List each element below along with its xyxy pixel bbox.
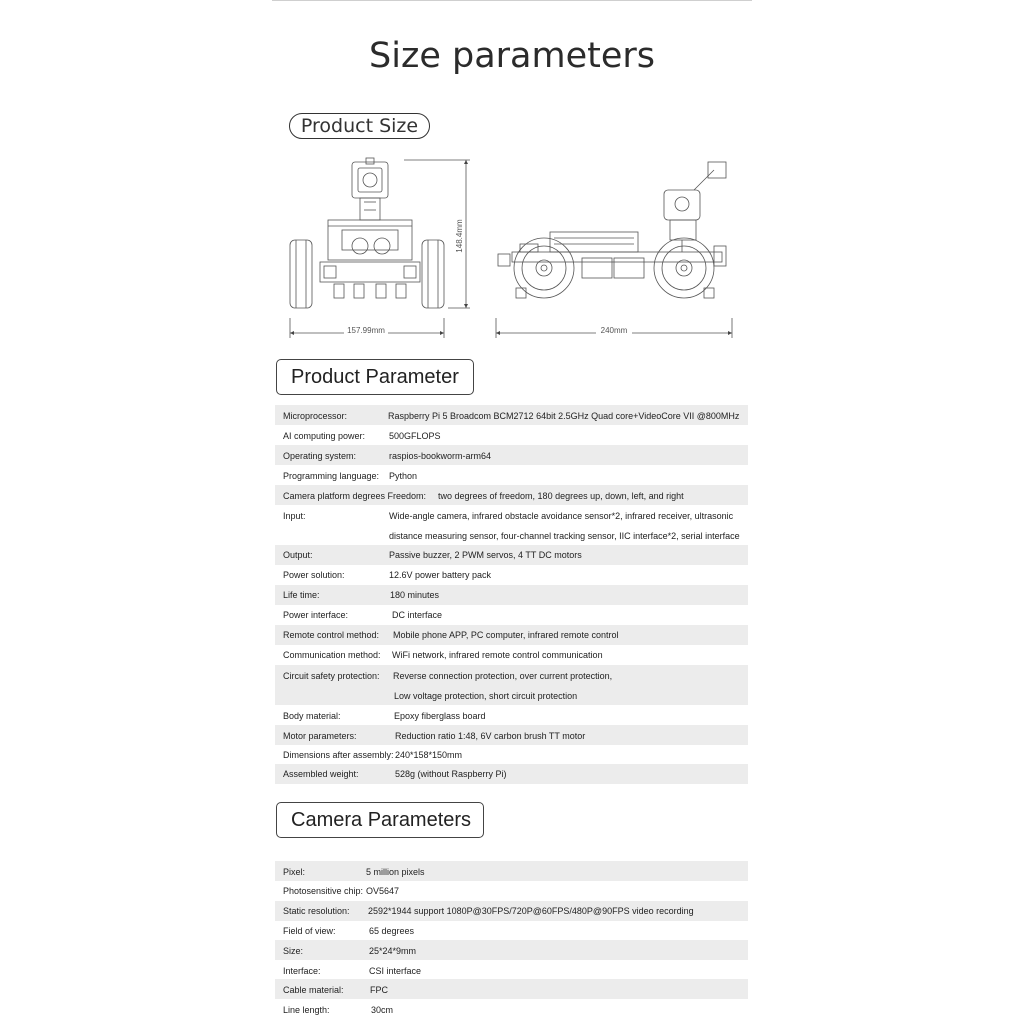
table-row [275, 901, 748, 921]
table-row [275, 545, 748, 565]
row-key: Assembled weight: [283, 769, 359, 779]
table-row [275, 645, 748, 665]
row-value: Python [389, 471, 418, 481]
row-value: DC interface [392, 610, 443, 620]
table-row [275, 585, 748, 605]
row-value: 240*158*150mm [395, 750, 463, 760]
row-key: Pixel: [283, 867, 306, 877]
top-divider [272, 0, 752, 1]
row-value: OV5647 [366, 886, 400, 896]
product-parameter-heading: Product Parameter [276, 359, 474, 395]
table-row [275, 999, 748, 1019]
table-row [275, 725, 748, 745]
row-key: Size: [283, 946, 304, 956]
row-value: 12.6V power battery pack [389, 570, 492, 580]
row-value: raspios-bookworm-arm64 [389, 451, 492, 461]
row-value: 500GFLOPS [389, 431, 441, 441]
row-value: 25*24*9mm [369, 946, 417, 956]
table-row [275, 920, 748, 940]
row-value: Reduction ratio 1:48, 6V carbon brush TT motor [395, 731, 586, 741]
length-dimension: 240mm [600, 326, 628, 335]
row-key: Motor parameters: [283, 731, 357, 741]
side-view-illustration [498, 162, 726, 298]
row-key: Line length: [283, 1005, 330, 1015]
table-row [275, 445, 748, 465]
row-key: Field of view: [283, 926, 336, 936]
row-key: Circuit safety protection: [283, 671, 380, 681]
row-value: Raspberry Pi 5 Broadcom BCM2712 64bit 2.5GHz Quad core+VideoCore VII @800MHz [388, 411, 740, 421]
product-size-drawing [284, 150, 744, 340]
row-key: Photosensitive chip: [283, 886, 364, 896]
row-value: 2592*1944 support 1080P@30FPS/720P@60FPS/480P@90FPS video recording [368, 906, 694, 916]
row-key: Operating system: [283, 451, 357, 461]
row-key: Remote control method: [283, 630, 380, 640]
row-key: Interface: [283, 966, 321, 976]
row-value: Passive buzzer, 2 PWM servos, 4 TT DC motors [389, 550, 582, 560]
row-value-continued: Low voltage protection, short circuit protection [394, 691, 578, 701]
row-key: Body material: [283, 711, 341, 721]
row-value: CSI interface [369, 966, 422, 976]
camera-parameters-heading: Camera Parameters [276, 802, 484, 838]
row-value: 65 degrees [369, 926, 415, 936]
row-value: Mobile phone APP, PC computer, infrared remote control [393, 630, 619, 640]
product-size-label: Product Size [289, 113, 430, 139]
front-view-illustration [290, 158, 444, 308]
table-row [275, 979, 748, 999]
row-value: Epoxy fiberglass board [394, 711, 486, 721]
table-row [275, 605, 748, 625]
row-key: Microprocessor: [283, 411, 348, 421]
row-key: Communication method: [283, 650, 381, 660]
table-row [275, 425, 748, 445]
table-row [275, 861, 748, 881]
row-key: Input: [283, 511, 306, 521]
table-row [275, 960, 748, 980]
row-key: Camera platform degrees Freedom: [283, 491, 427, 501]
table-row [275, 565, 748, 585]
table-row [275, 745, 748, 765]
row-value: Reverse connection protection, over current protection, [393, 671, 613, 681]
row-value: 30cm [371, 1005, 394, 1015]
row-value: Wide-angle camera, infrared obstacle avoidance sensor*2, infrared receiver, ultrasonic [389, 511, 734, 521]
table-row [275, 940, 748, 960]
row-value: two degrees of freedom, 180 degrees up, down, left, and right [438, 491, 684, 501]
table-row [275, 881, 748, 901]
table-row [275, 485, 748, 505]
row-key: Life time: [283, 590, 320, 600]
row-value: 180 minutes [390, 590, 440, 600]
row-key: Power solution: [283, 570, 345, 580]
table-row [275, 625, 748, 645]
table-row [275, 405, 748, 425]
page-title: Size parameters [369, 36, 655, 76]
row-value: WiFi network, infrared remote control communication [392, 650, 603, 660]
table-row [275, 665, 748, 705]
row-key: Programming language: [283, 471, 380, 481]
table-row [275, 505, 748, 545]
row-value: 528g (without Raspberry Pi) [395, 769, 507, 779]
row-key: Power interface: [283, 610, 349, 620]
height-dimension: 148.4mm [455, 219, 464, 253]
row-value: FPC [370, 985, 388, 995]
row-value: 5 million pixels [366, 867, 425, 877]
width-dimension: 157.99mm [347, 326, 385, 335]
row-key: Dimensions after assembly: [283, 750, 394, 760]
table-row [275, 705, 748, 725]
row-key: AI computing power: [283, 431, 366, 441]
table-row [275, 465, 748, 485]
row-value-continued: distance measuring sensor, four-channel tracking sensor, IIC interface*2, serial interface [389, 531, 740, 541]
row-key: Cable material: [283, 985, 344, 995]
row-key: Output: [283, 550, 313, 560]
row-key: Static resolution: [283, 906, 350, 916]
table-row [275, 764, 748, 784]
